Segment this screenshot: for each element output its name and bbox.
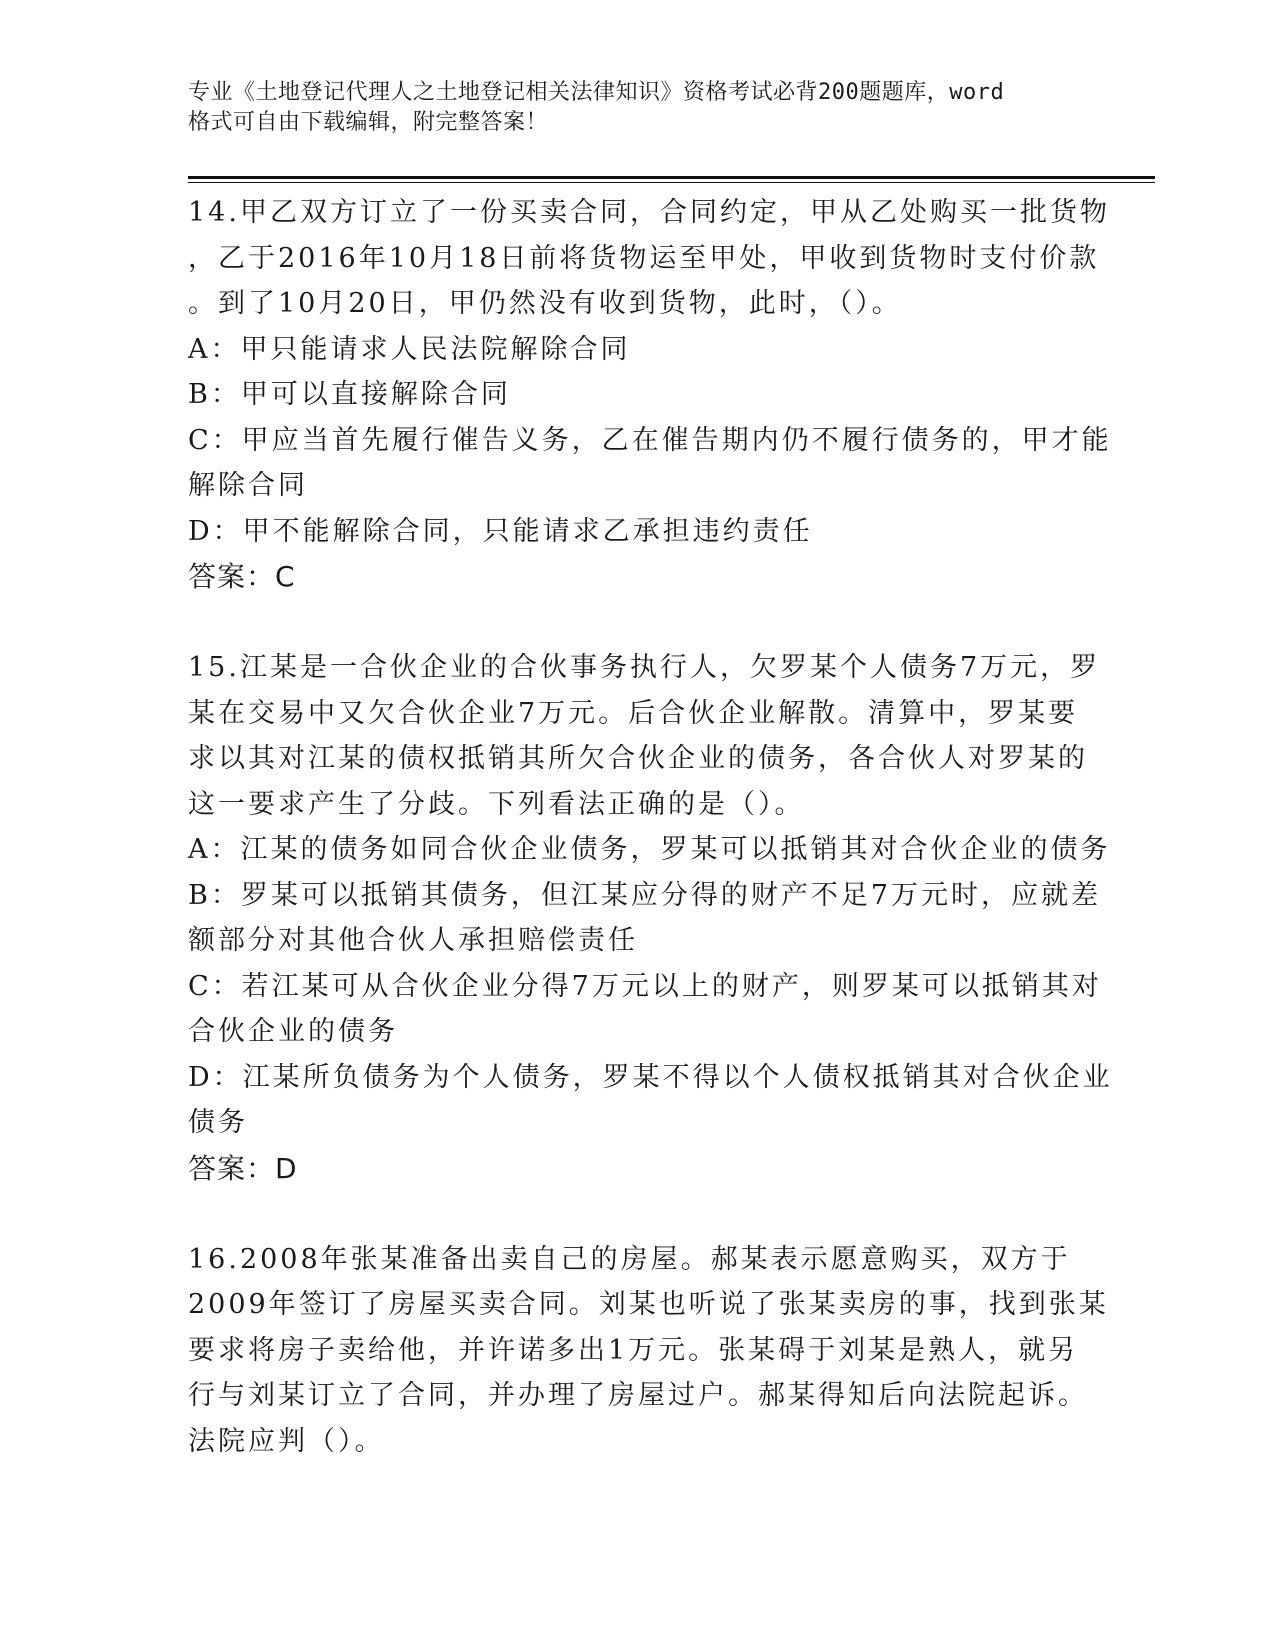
question-14-option-b: B：甲可以直接解除合同 <box>188 379 511 410</box>
question-14-option-c-line-2: 解除合同 <box>188 470 308 501</box>
question-14-answer: 答案：C <box>188 560 296 593</box>
question-15-option-c-line-2: 合伙企业的债务 <box>188 1016 398 1047</box>
document-header <box>188 78 1088 138</box>
question-spacer <box>188 1191 1088 1237</box>
question-16-stem-line-4: 行与刘某订立了合同，并办理了房屋过户。郝某得知后向法院起诉。 <box>188 1380 1088 1411</box>
question-15 <box>188 645 1113 1191</box>
question-15-option-b-line-2: 额部分对其他合伙人承担赔偿责任 <box>188 925 638 956</box>
question-16 <box>188 1237 1109 1465</box>
question-15-option-c-line-1: C：若江某可从合伙企业分得7万元以上的财产，则罗某可以抵销其对 <box>188 970 1102 1002</box>
question-spacer <box>188 600 1088 646</box>
question-15-option-a: A：江某的债务如同合伙企业债务，罗某可以抵销其对合伙企业的债务 <box>188 834 1111 865</box>
question-15-stem-line-2: 某在交易中又欠合伙企业7万元。后合伙企业解散。清算中，罗某要 <box>188 697 1079 729</box>
question-content <box>188 190 1113 1464</box>
header-line-1: 专业《土地登记代理人之土地登记相关法律知识》资格考试必背200题题库，word <box>188 80 1005 105</box>
question-16-stem-line-1: 16.2008年张某准备出卖自己的房屋。郝某表示愿意购买，双方于 <box>188 1243 1071 1275</box>
question-14-option-d: D：甲不能解除合同，只能请求乙承担违约责任 <box>188 515 813 547</box>
question-16-stem-line-3: 要求将房子卖给他，并许诺多出1万元。张某碍于刘某是熟人，就另 <box>188 1334 1079 1366</box>
question-16-stem-line-5: 法院应判（）。 <box>188 1425 385 1457</box>
question-14-option-a: A：甲只能请求人民法院解除合同 <box>188 333 631 365</box>
question-14 <box>188 190 1112 600</box>
question-14-option-c-line-1: C：甲应当首先履行催告义务，乙在催告期内仍不履行债务的，甲才能 <box>188 424 1112 456</box>
header-divider-thick <box>188 176 1155 179</box>
question-15-stem-line-1: 15.江某是一合伙企业的合伙事务执行人，欠罗某个人债务7万元，罗 <box>188 652 1101 683</box>
question-15-option-b-line-1: B：罗某可以抵销其债务，但江某应分得的财产不足7万元时，应就差 <box>188 879 1102 911</box>
question-15-stem-line-4: 这一要求产生了分歧。下列看法正确的是（）。 <box>188 788 805 820</box>
question-14-stem-line-3: 。到了10月20日，甲仍然没有收到货物，此时，（）。 <box>188 288 902 319</box>
header-divider-thin <box>188 182 1155 183</box>
question-14-stem-line-1: 14.甲乙双方订立了一份买卖合同，合同约定，甲从乙处购买一批货物 <box>188 197 1110 228</box>
question-15-stem-line-3: 求以其对江某的债权抵销其所欠合伙企业的债务，各合伙人对罗某的 <box>188 743 1088 774</box>
question-15-answer: 答案：D <box>188 1151 298 1185</box>
header-line-2: 格式可自由下载编辑，附完整答案！ <box>188 110 549 135</box>
question-15-option-d-line-2: 债务 <box>188 1107 248 1138</box>
question-16-stem-line-2: 2009年签订了房屋买卖合同。刘某也听说了张某卖房的事，找到张某 <box>188 1289 1109 1320</box>
question-15-option-d-line-1: D：江某所负债务为个人债务，罗某不得以个人债权抵销其对合伙企业 <box>188 1061 1113 1093</box>
question-14-stem-line-2: ，乙于2016年10月18日前将货物运至甲处，甲收到货物时支付价款 <box>188 242 1100 274</box>
